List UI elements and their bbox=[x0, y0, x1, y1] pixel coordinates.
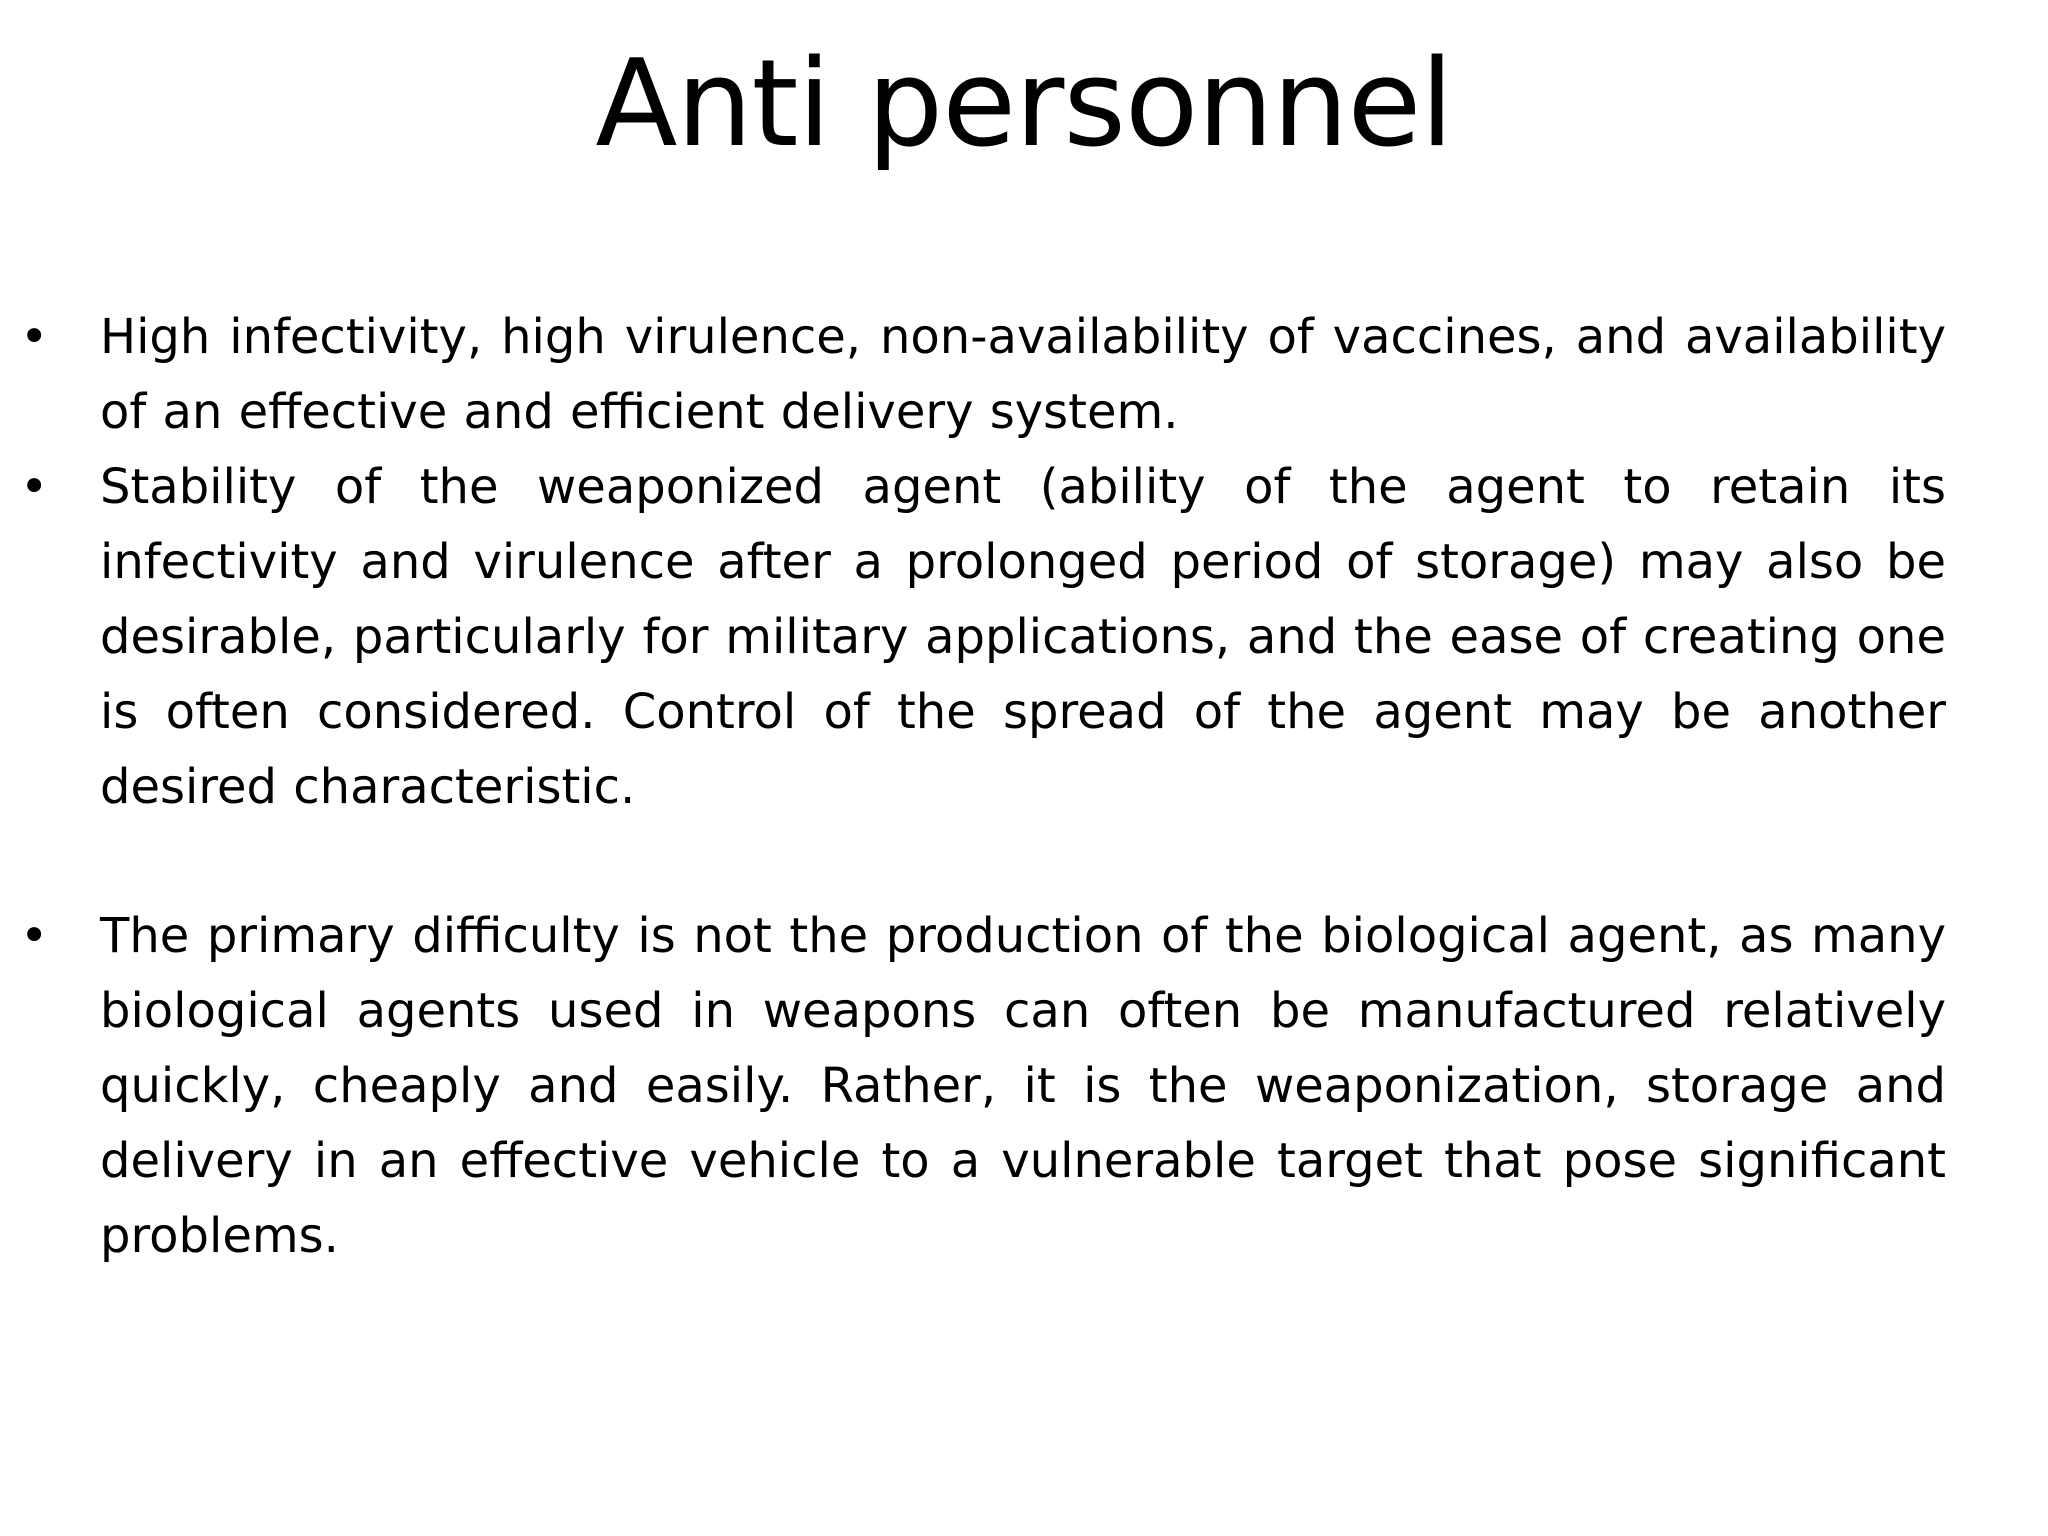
bullet-icon: • bbox=[20, 459, 49, 515]
bullet-icon: • bbox=[20, 309, 49, 365]
bullet-list bbox=[20, 300, 1946, 1274]
bullet-item bbox=[20, 899, 1946, 1274]
bullet-text: Stability of the weaponized agent (ability of the agent to retain its infectivity and virulence after a prolonged period of storage) may also be desirable, particularly for military applications, and the ease of creating one is often considered. Control of the spread of the agent may be another desired characteristic. bbox=[100, 459, 1946, 815]
bullet-item bbox=[20, 300, 1946, 450]
bullet-text: High infectivity, high virulence, non-availability of vaccines, and availability of an effective and efficient delivery system. bbox=[100, 309, 1946, 440]
slide-title: Anti personnel bbox=[595, 35, 1453, 174]
bullet-item bbox=[20, 450, 1946, 825]
bullet-text: The primary difficulty is not the production of the biological agent, as many biological agents used in weapons can often be manufactured relatively quickly, cheaply and easily. Rather, it is the weaponization, storage and delivery in an effective vehicle to a vulnerable target that pose significant problems. bbox=[100, 908, 1946, 1264]
bullet-icon: • bbox=[20, 908, 49, 964]
